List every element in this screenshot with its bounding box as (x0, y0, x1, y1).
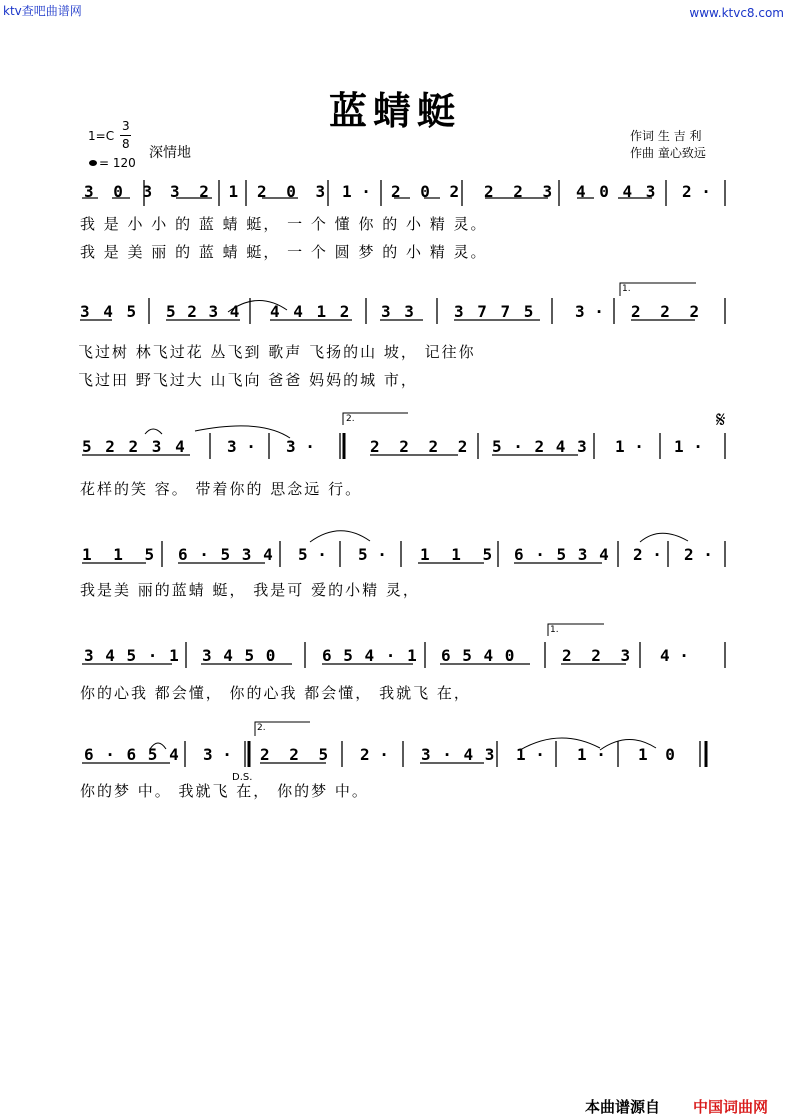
measure-1-2: 3 2 1 (170, 182, 244, 201)
footer-site-name[interactable]: 中国词曲网 (693, 1098, 769, 1116)
watermark-right: www.ktvc8.com (689, 6, 784, 20)
lyric-row-6: 你的梦 中。 我就飞 在， 你的梦 中。 (80, 782, 369, 800)
measure-5-6: 4 · (660, 646, 689, 665)
measure-2-5: 3 7 7 5 (454, 302, 536, 321)
key-signature: 1=C (88, 129, 115, 143)
measure-6-1: 6 · 6 5 4 (84, 745, 180, 764)
measure-4-6: 6 · 5 3 4 (514, 545, 610, 564)
composer-credit: 作曲 童心致远 (630, 146, 706, 160)
measure-4-5: 1 1 5 (420, 545, 499, 564)
lyric-row-2-verse-2: 飞过田 野飞过大 山飞向 爸爸 妈妈的城 市， (78, 371, 418, 389)
lyric-row-4: 我是美 丽的蓝蜻 蜓， 我是可 爱的小精 灵， (80, 581, 420, 599)
measure-3-5: 5 · 2 4 3 (492, 437, 588, 456)
measure-1-4: 1 · (342, 182, 371, 201)
dal-segno-marking: D.S. (232, 772, 253, 783)
measure-1-8: 2 · (682, 182, 711, 201)
measure-1-7: 4 0 4 3 (576, 182, 658, 201)
segno-sign: 𝄋 (716, 408, 726, 433)
time-signature-numerator: 3 (122, 119, 130, 133)
measure-6-7: 1 · (577, 745, 606, 764)
measure-3-3: 3 · (286, 437, 315, 456)
measure-4-7: 2 · (633, 545, 662, 564)
watermark-left: ktv查吧曲谱网 (3, 4, 82, 18)
lyric-row-3: 花样的笑 容。 带着你的 思念远 行。 (80, 480, 363, 498)
measure-6-8: 1 0 (638, 745, 679, 764)
measure-2-1: 3 4 5 (80, 302, 139, 321)
measure-6-5: 3 · 4 3 (421, 745, 496, 764)
measure-1-5: 2 0 2 (391, 182, 465, 201)
footer-source-label: 本曲谱源自 (585, 1098, 661, 1116)
measure-4-2: 6 · 5 3 4 (178, 545, 274, 564)
second-ending-label: 2. (346, 414, 355, 424)
measure-6-4: 2 · (360, 745, 389, 764)
lyric-row-5: 你的心我 都会懂， 你的心我 都会懂， 我就飞 在， (80, 684, 471, 702)
measure-1-1: 3 0 3 (84, 182, 158, 201)
measure-5-2: 3 4 5 0 (202, 646, 277, 665)
measure-3-4: 2 2 2 2 (370, 437, 473, 456)
measure-2-6: 3 · (575, 302, 604, 321)
second-ending-label-2: 2. (257, 723, 266, 733)
measure-2-7: 2 2 2 (631, 302, 705, 321)
first-ending-label: 1. (622, 284, 631, 294)
tempo-marking: = 120 (99, 156, 136, 170)
measure-6-6: 1 · (516, 745, 545, 764)
measure-4-4: 5 · (358, 545, 387, 564)
expression-marking: 深情地 (149, 145, 191, 161)
measure-4-8: 2 · (684, 545, 713, 564)
measure-4-3: 5 · (298, 545, 327, 564)
measure-5-1: 3 4 5 · 1 (84, 646, 180, 665)
measure-1-6: 2 2 3 (484, 182, 558, 201)
measure-1-3: 2 0 3 (257, 182, 331, 201)
measure-3-7: 1 · (674, 437, 703, 456)
measure-2-4: 3 3 (381, 302, 416, 321)
measure-2-2: 5 2 3 4 (166, 302, 241, 321)
first-ending-label-2: 1. (550, 625, 559, 635)
measure-3-6: 1 · (615, 437, 644, 456)
measure-4-1: 1 1 5 (82, 545, 161, 564)
measure-5-4: 6 5 4 0 (441, 646, 516, 665)
measure-6-3: 2 2 5 (260, 745, 334, 764)
lyric-row-1-verse-2: 我 是 美 丽 的 蓝 蜻 蜓， 一 个 圆 梦 的 小 精 灵。 (80, 243, 488, 261)
song-title: 蓝蜻蜓 (328, 88, 461, 133)
measure-3-1: 5 2 2 3 4 (82, 437, 187, 456)
lyric-row-1-verse-1: 我 是 小 小 的 蓝 蜻 蜓， 一 个 懂 你 的 小 精 灵。 (80, 215, 488, 233)
measure-3-2: 3 · (227, 437, 256, 456)
measure-6-2: 3 · (203, 745, 232, 764)
measure-5-5: 2 2 3 (562, 646, 636, 665)
measure-2-3: 4 4 1 2 (270, 302, 352, 321)
lyric-row-2-verse-1: 飞过树 林飞过花 丛飞到 歌声 飞扬的山 坡， 记往你 (78, 343, 476, 361)
measure-5-3: 6 5 4 · 1 (322, 646, 418, 665)
lyricist-credit: 作词 生 吉 利 (630, 129, 702, 143)
time-signature-denominator: 8 (122, 137, 130, 151)
